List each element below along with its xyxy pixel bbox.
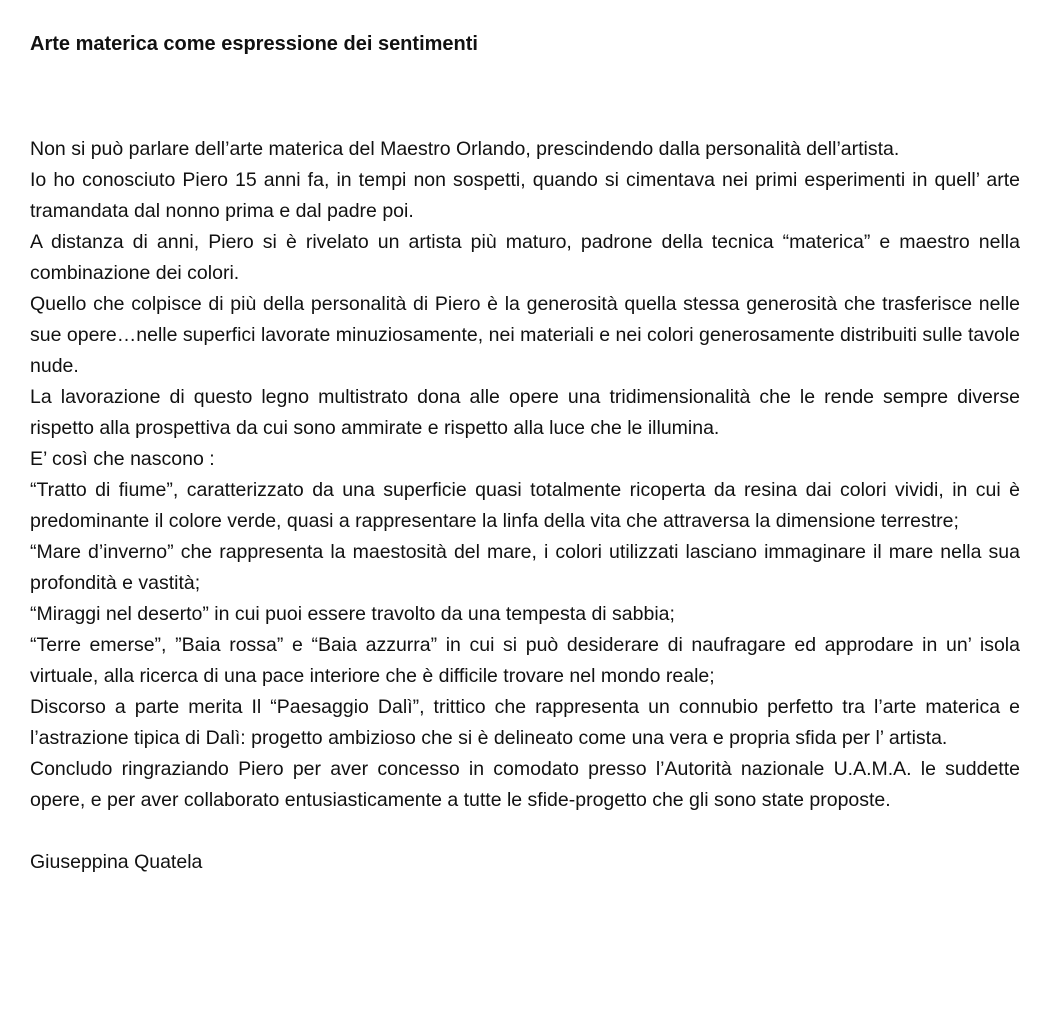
- signature: Giuseppina Quatela: [30, 851, 203, 873]
- document-page: [30, 28, 1020, 878]
- paragraph: A distanza di anni, Piero si è rivelato un artista più maturo, padrone della tecnica “materica” e maestro nella combinazione dei colori.: [30, 231, 1020, 284]
- paragraph: E’ così che nascono :: [30, 448, 215, 470]
- paragraph: “Miraggi nel deserto” in cui puoi essere travolto da una tempesta di sabbia;: [30, 603, 675, 625]
- paragraph: “Tratto di fiume”, caratterizzato da una superficie quasi totalmente ricoperta da resina dai colori vividi, in cui è predominante il colore verde, quasi a rappresentare la linfa della vita che attraversa la dimensione terrestre;: [30, 479, 1020, 532]
- paragraph: “Terre emerse”, ”Baia rossa” e “Baia azzurra” in cui si può desiderare di naufragare ed approdare in un’ isola virtuale, alla ricerca di una pace interiore che è difficile trovare nel mondo reale;: [30, 634, 1020, 687]
- paragraph: Io ho conosciuto Piero 15 anni fa, in tempi non sospetti, quando si cimentava nei primi esperimenti in quell’ arte tramandata dal nonno prima e dal padre poi.: [30, 169, 1020, 222]
- paragraph: Discorso a parte merita Il “Paesaggio Dalì”, trittico che rappresenta un connubio perfetto tra l’arte materica e l’astrazione tipica di Dalì: progetto ambizioso che si è delineato come una vera e propria sfida per l’ artista.: [30, 696, 1020, 749]
- document-title: Arte materica come espressione dei sentimenti: [30, 33, 478, 55]
- paragraph: Non si può parlare dell’arte materica del Maestro Orlando, prescindendo dalla personalità dell’artista.: [30, 138, 900, 160]
- paragraph: Concludo ringraziando Piero per aver concesso in comodato presso l’Autorità nazionale U.A.M.A. le suddette opere, e per aver collaborato entusiasticamente a tutte le sfide-progetto che gli sono state proposte.: [30, 758, 1020, 811]
- paragraph: “Mare d’inverno” che rappresenta la maestosità del mare, i colori utilizzati lasciano immaginare il mare nella sua profondità e vastità;: [30, 541, 1020, 594]
- paragraph: Quello che colpisce di più della personalità di Piero è la generosità quella stessa generosità che trasferisce nelle sue opere…nelle superfici lavorate minuziosamente, nei materiali e nei colori generosamente distribuiti sulle tavole nude.: [30, 293, 1020, 377]
- paragraph: La lavorazione di questo legno multistrato dona alle opere una tridimensionalità che le rende sempre diverse rispetto alla prospettiva da cui sono ammirate e rispetto alla luce che le illumina.: [30, 386, 1020, 439]
- document-body: [30, 134, 1020, 816]
